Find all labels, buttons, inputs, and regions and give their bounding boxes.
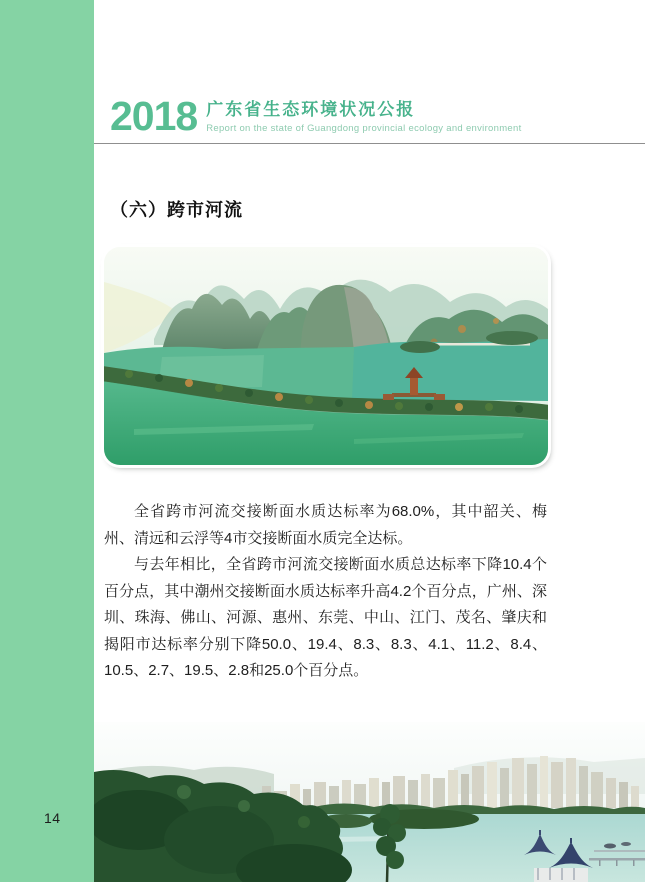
city-lakefront-photo [94,722,645,882]
header-titles [206,96,521,134]
section-heading: （六）跨市河流 [110,200,243,220]
report-title-zh: 广东省生态环境状况公报 [206,100,416,119]
header-year: 2018 [110,93,198,139]
header-divider [94,143,645,144]
city-lakefront-illustration [94,722,645,882]
report-title-en: Report on the state of Guangdong provincial ecology and environment [206,123,522,134]
karst-lake-illustration [104,247,548,465]
sidebar-band [0,0,94,882]
paragraph-1: 全省跨市河流交接断面水质达标率为68.0%，其中韶关、梅州、清远和云浮等4市交接断面水质完全达标。 [104,503,547,547]
page-number: 14 [44,810,61,826]
body-text-block [104,499,547,685]
report-header [110,93,522,142]
paragraph-2: 与去年相比，全省跨市河流交接断面水质总达标率下降10.4个百分点，其中潮州交接断面水质达标率升高4.2个百分点，广州、深圳、珠海、佛山、河源、惠州、东莞、中山、江门、茂名、肇庆和揭阳市达标率分别下降50.0、19.4、8.3、8.3、4.1、11.2、8.4、10.5、2.7、19.5、2.8和25.0个百分点。 [104,556,547,679]
karst-lake-aerial-photo [104,247,548,465]
